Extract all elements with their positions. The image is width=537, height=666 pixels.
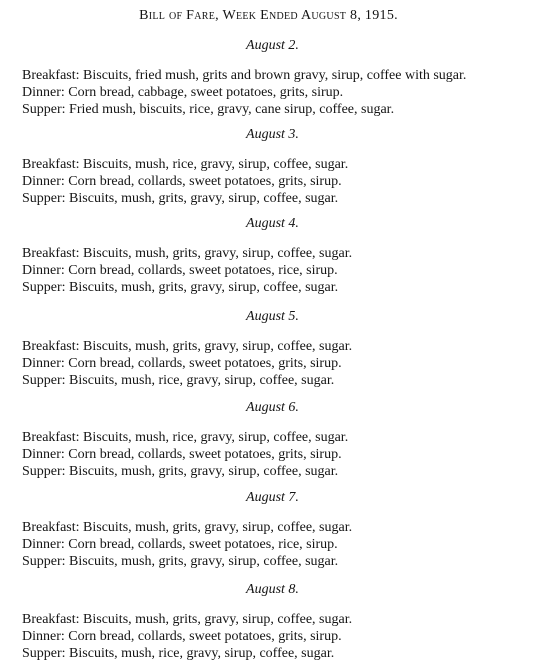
- dinner-line: Dinner: Corn bread, cabbage, sweet potatoes, grits, sirup.: [22, 85, 344, 100]
- breakfast-line: Breakfast: Biscuits, fried mush, grits and brown gravy, sirup, coffee with sugar.: [22, 68, 467, 83]
- day-date: August 3.: [246, 127, 299, 142]
- meal-list: [22, 67, 537, 118]
- breakfast-line: Breakfast: Biscuits, mush, rice, gravy, sirup, coffee, sugar.: [22, 157, 349, 172]
- supper-line: Supper: Biscuits, mush, rice, gravy, sirup, coffee, sugar.: [22, 646, 335, 661]
- day-date: August 2.: [246, 38, 299, 53]
- supper-line: Supper: Biscuits, mush, grits, gravy, sirup, coffee, sugar.: [22, 191, 339, 206]
- dinner-line: Dinner: Corn bread, collards, sweet potatoes, grits, sirup.: [22, 629, 342, 644]
- supper-line: Supper: Biscuits, mush, rice, gravy, sirup, coffee, sugar.: [22, 373, 335, 388]
- day-date: August 7.: [246, 490, 299, 505]
- day-section-august-3: [0, 126, 537, 207]
- meal-list: [22, 611, 537, 662]
- supper-line: Supper: Fried mush, biscuits, rice, gravy, cane sirup, coffee, sugar.: [22, 102, 395, 117]
- day-section-august-4: [0, 215, 537, 296]
- breakfast-line: Breakfast: Biscuits, mush, grits, gravy, sirup, coffee, sugar.: [22, 246, 353, 261]
- dinner-line: Dinner: Corn bread, collards, sweet potatoes, grits, sirup.: [22, 356, 342, 371]
- day-date: August 8.: [246, 582, 299, 597]
- day-section-august-8: [0, 581, 537, 662]
- dinner-line: Dinner: Corn bread, collards, sweet potatoes, rice, sirup.: [22, 263, 338, 278]
- day-section-august-5: [0, 308, 537, 389]
- meal-list: [22, 519, 537, 570]
- meal-list: [22, 429, 537, 480]
- meal-list: [22, 338, 537, 389]
- breakfast-line: Breakfast: Biscuits, mush, rice, gravy, sirup, coffee, sugar.: [22, 430, 349, 445]
- supper-line: Supper: Biscuits, mush, grits, gravy, sirup, coffee, sugar.: [22, 554, 339, 569]
- breakfast-line: Breakfast: Biscuits, mush, grits, gravy, sirup, coffee, sugar.: [22, 612, 353, 627]
- breakfast-line: Breakfast: Biscuits, mush, grits, gravy, sirup, coffee, sugar.: [22, 339, 353, 354]
- day-date: August 4.: [246, 216, 299, 231]
- day-section-august-7: [0, 489, 537, 570]
- dinner-line: Dinner: Corn bread, collards, sweet potatoes, grits, sirup.: [22, 174, 342, 189]
- meal-list: [22, 245, 537, 296]
- day-section-august-6: [0, 399, 537, 480]
- meal-list: [22, 156, 537, 207]
- supper-line: Supper: Biscuits, mush, grits, gravy, sirup, coffee, sugar.: [22, 280, 339, 295]
- breakfast-line: Breakfast: Biscuits, mush, grits, gravy, sirup, coffee, sugar.: [22, 520, 353, 535]
- day-section-august-2: [0, 37, 537, 118]
- day-date: August 6.: [246, 400, 299, 415]
- dinner-line: Dinner: Corn bread, collards, sweet potatoes, grits, sirup.: [22, 447, 342, 462]
- supper-line: Supper: Biscuits, mush, grits, gravy, sirup, coffee, sugar.: [22, 464, 339, 479]
- dinner-line: Dinner: Corn bread, collards, sweet potatoes, rice, sirup.: [22, 537, 338, 552]
- day-date: August 5.: [246, 309, 299, 324]
- page-title: Bill of Fare, Week Ended August 8, 1915.: [139, 8, 398, 23]
